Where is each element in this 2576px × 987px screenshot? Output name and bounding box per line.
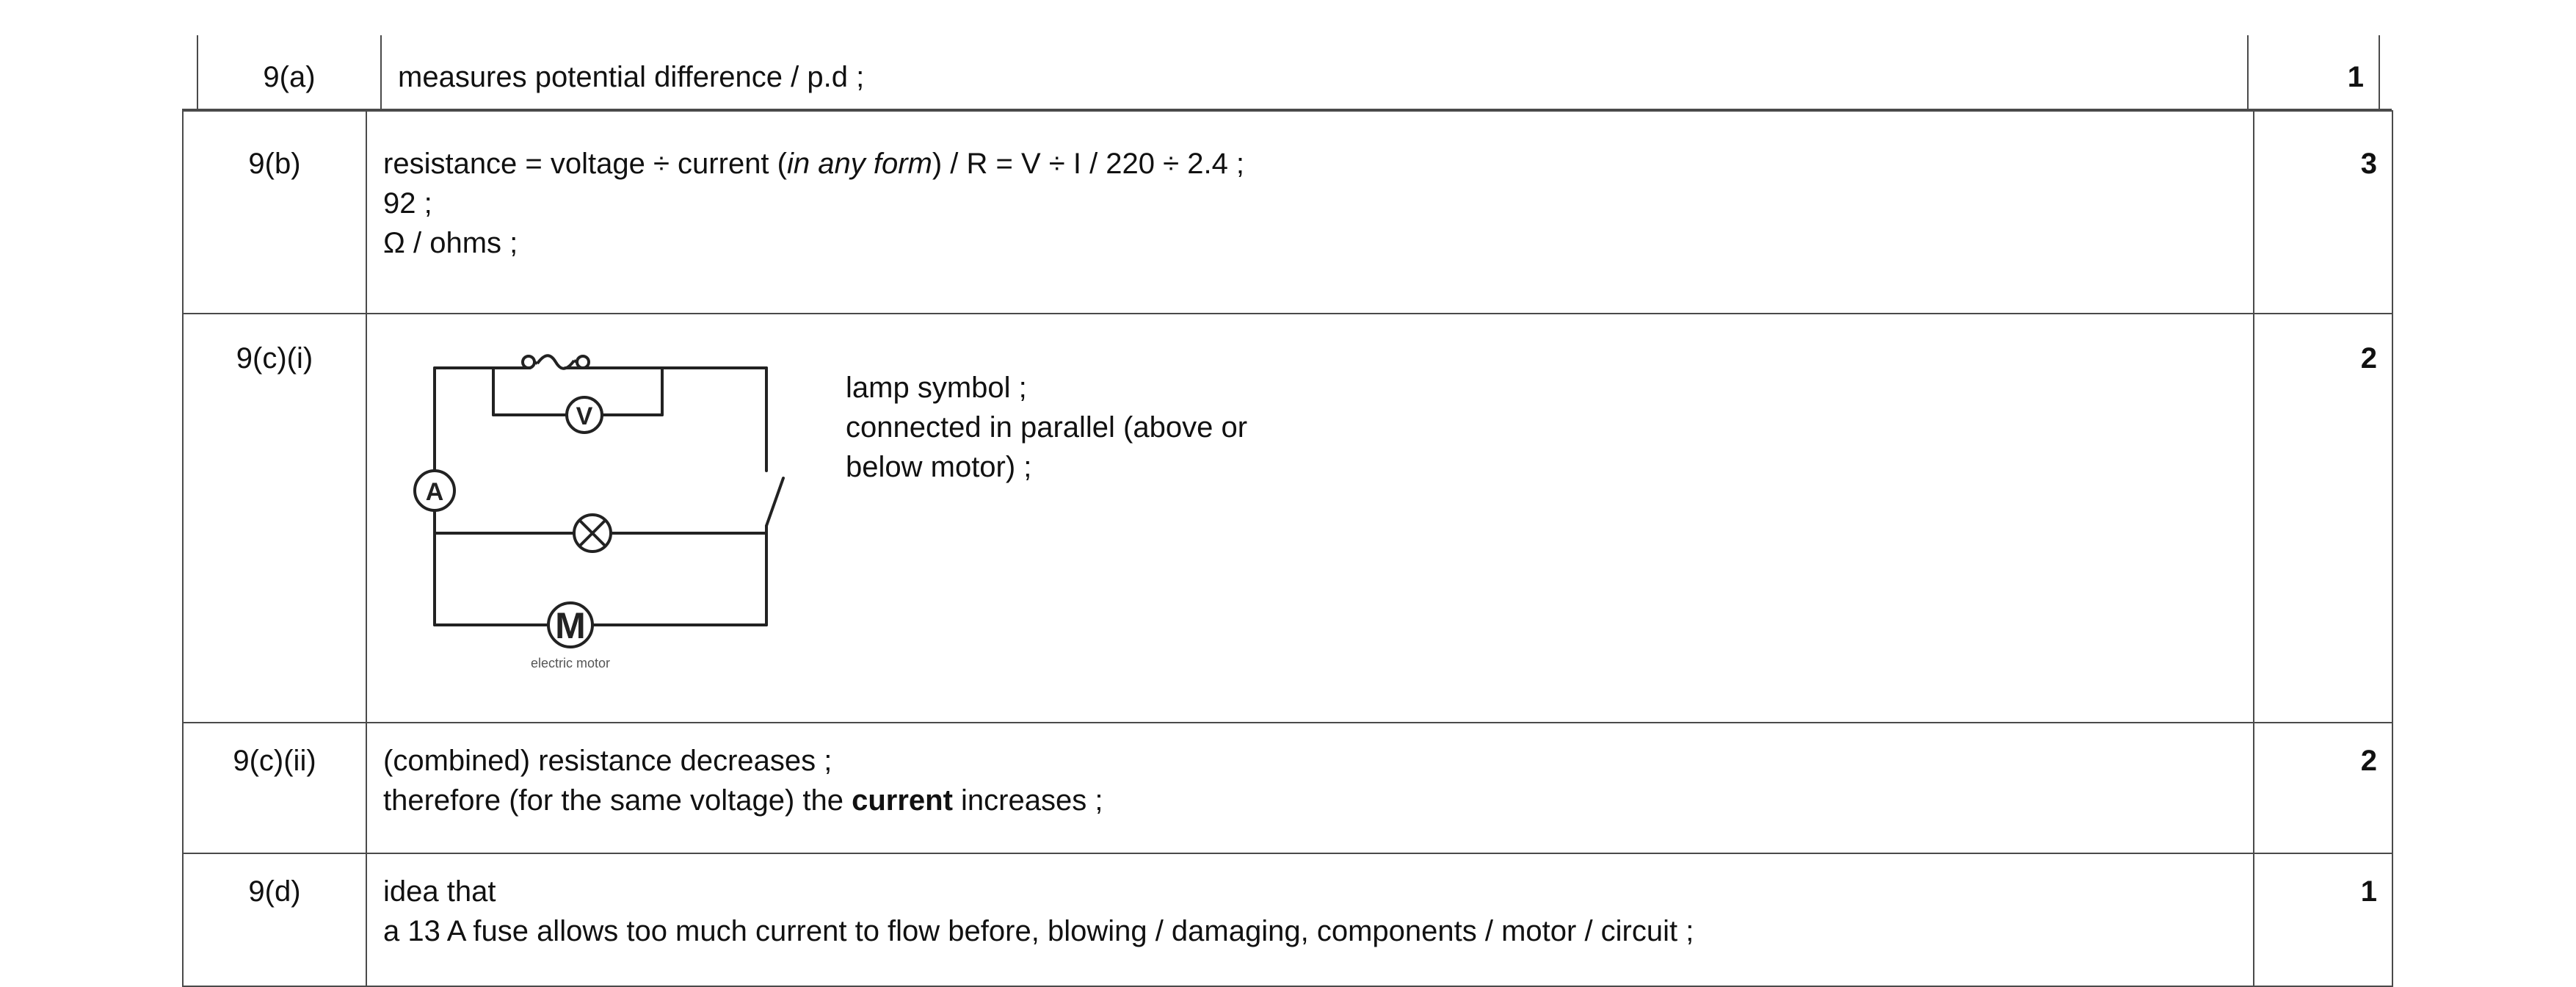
mark-scheme-table [182,110,2393,987]
answer-line: idea that [383,875,496,908]
mark: 3 [2254,111,2392,314]
question-number: 9(d) [183,853,366,986]
mark: 1 [2254,853,2392,986]
answer-text: increases ; [952,784,1103,817]
answer-cell [366,853,2254,986]
answer-points [846,368,1247,487]
answer-text: resistance = voltage ÷ current ( [383,148,787,180]
answer-emphasis: in any form [786,148,932,180]
answer-row-9cii [183,723,2392,853]
answer-line: a 13 A fuse allows too much current to flow before, blowing / damaging, components / motor / circuit ; [383,915,1694,947]
question-number: 9(c)(i) [183,314,366,723]
answer-row-9d [183,853,2392,986]
mark: 1 [2248,35,2379,111]
voltmeter-label: V [576,402,593,430]
fuse-icon [537,355,574,369]
question-number: 9(c)(ii) [183,723,366,853]
motor-label: M [555,605,586,646]
answer-cell [366,723,2254,853]
answer-line [383,781,2253,820]
answer-line: below motor) ; [846,451,1032,483]
question-number: 9(a) [197,35,381,111]
answer-cell [366,314,2254,723]
answer-row-9ci [183,314,2392,723]
answer-text: measures potential difference / p.d ; [381,35,2248,111]
circuit-diagram [369,331,809,698]
ammeter-label: A [425,478,444,506]
question-number: 9(b) [183,111,366,314]
mark: 2 [2254,723,2392,853]
answer-line: Ω / ohms ; [383,227,518,259]
answer-keyword: current [852,784,953,817]
answer-row-9a [197,35,2380,112]
answer-cell [366,111,2254,314]
answer-line [383,144,2253,184]
answer-row-9b [183,111,2392,314]
mark: 2 [2254,314,2392,723]
answer-text: ) / R = V ÷ I / 220 ÷ 2.4 ; [932,148,1245,180]
answer-line: (combined) resistance decreases ; [383,745,832,777]
answer-line: 92 ; [383,187,432,220]
circuit-answer [383,339,2253,706]
lamp-icon [574,515,611,552]
answer-line: lamp symbol ; [846,372,1027,404]
motor-caption: electric motor [530,656,611,670]
answer-line: connected in parallel (above or [846,411,1248,444]
answer-text: therefore (for the same voltage) the [383,784,852,817]
